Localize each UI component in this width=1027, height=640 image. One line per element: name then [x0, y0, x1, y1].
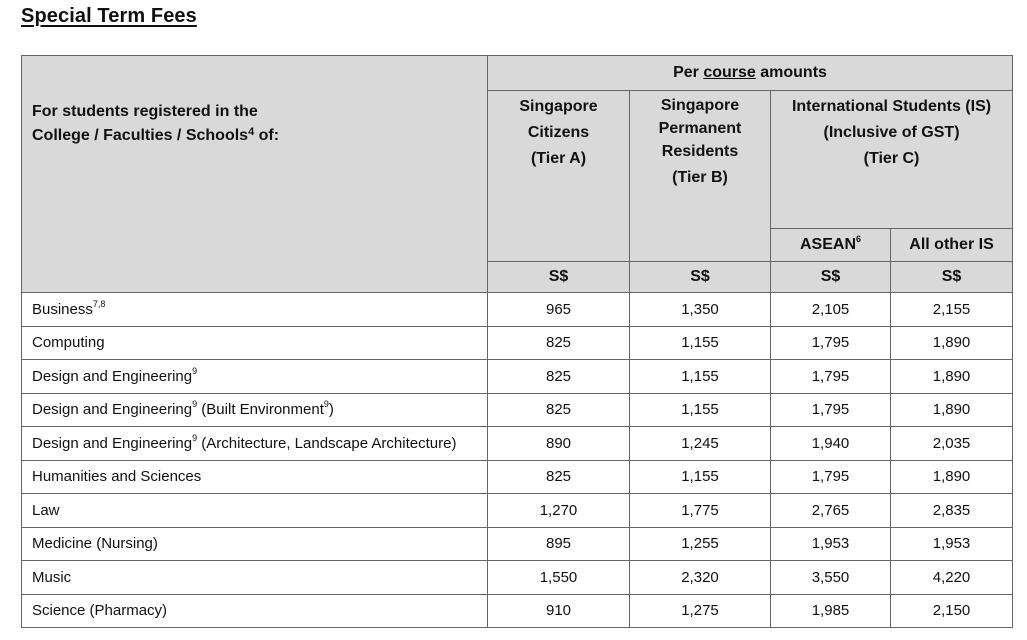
asean-fee: 1,795: [771, 326, 891, 360]
asean-fee: 1,795: [771, 360, 891, 394]
asean-fee: 2,765: [771, 494, 891, 528]
currency-label: S$: [771, 262, 891, 293]
tier-a-fee: 895: [488, 527, 630, 561]
currency-label: S$: [488, 262, 630, 293]
tier-b-fee: 1,275: [630, 594, 771, 628]
tier-a-fee: 825: [488, 393, 630, 427]
tier-b-fee: 1,155: [630, 360, 771, 394]
other-is-fee: 1,890: [891, 393, 1013, 427]
other-is-fee: 2,155: [891, 293, 1013, 327]
faculty-header-line1: For students registered in the: [32, 103, 258, 120]
tier-b-fee: 1,155: [630, 326, 771, 360]
currency-label: S$: [630, 262, 771, 293]
other-is-fee: 4,220: [891, 561, 1013, 595]
other-is-fee: 2,035: [891, 427, 1013, 461]
asean-fee: 1,940: [771, 427, 891, 461]
table-row: [22, 460, 1013, 494]
tier-b-fee: 1,155: [630, 393, 771, 427]
table-row: [22, 360, 1013, 394]
faculty-name: Design and Engineering$^9$: [22, 360, 488, 394]
faculty-header-line2: College / Faculties / Schools$^4$ of:: [32, 126, 280, 144]
tier-a-fee: 965: [488, 293, 630, 327]
other-is-fee: 1,890: [891, 360, 1013, 394]
faculty-name: Science (Pharmacy): [22, 594, 488, 628]
tier-a-fee: 825: [488, 326, 630, 360]
table-row: [22, 326, 1013, 360]
faculty-name: Law: [22, 494, 488, 528]
faculty-name: Business$^{7,8}$: [22, 293, 488, 327]
tier-b-fee: 1,245: [630, 427, 771, 461]
faculty-name: Computing: [22, 326, 488, 360]
table-row: [22, 527, 1013, 561]
asean-fee: 1,953: [771, 527, 891, 561]
table-row: [22, 594, 1013, 628]
currency-label: S$: [891, 262, 1013, 293]
page-title: Special Term Fees: [21, 5, 197, 27]
other-is-fee: 1,890: [891, 460, 1013, 494]
per-course-header: Per course amounts: [488, 56, 1013, 91]
table-row: [22, 293, 1013, 327]
faculty-name: Humanities and Sciences: [22, 460, 488, 494]
tier-a-fee: 1,270: [488, 494, 630, 528]
asean-fee: 2,105: [771, 293, 891, 327]
faculty-name: Music: [22, 561, 488, 595]
tier-c-header: International Students (IS) (Inclusive of GST) (Tier C): [771, 91, 1013, 229]
all-other-is-header: All other IS: [891, 229, 1013, 262]
asean-fee: 3,550: [771, 561, 891, 595]
tier-a-header: Singapore Citizens (Tier A): [488, 91, 630, 262]
asean-header: ASEAN$^6$: [771, 229, 891, 262]
tier-a-fee: 890: [488, 427, 630, 461]
tier-a-fee: 1,550: [488, 561, 630, 595]
asean-fee: 1,795: [771, 460, 891, 494]
tier-a-fee: 825: [488, 460, 630, 494]
asean-fee: 1,795: [771, 393, 891, 427]
faculty-column-header: [22, 56, 488, 293]
tier-b-fee: 1,255: [630, 527, 771, 561]
other-is-fee: 2,150: [891, 594, 1013, 628]
tier-a-fee: 910: [488, 594, 630, 628]
other-is-fee: 1,953: [891, 527, 1013, 561]
other-is-fee: 2,835: [891, 494, 1013, 528]
tier-b-fee: 2,320: [630, 561, 771, 595]
tier-b-fee: 1,775: [630, 494, 771, 528]
faculty-name: Design and Engineering$^9$ (Built Environment$^9$): [22, 393, 488, 427]
table-row: [22, 494, 1013, 528]
faculty-name: Design and Engineering$^9$ (Architecture, Landscape Architecture): [22, 427, 488, 461]
tier-b-fee: 1,155: [630, 460, 771, 494]
table-row: [22, 427, 1013, 461]
faculty-name: Medicine (Nursing): [22, 527, 488, 561]
fees-table: [21, 55, 1013, 628]
tier-b-fee: 1,350: [630, 293, 771, 327]
table-row: [22, 561, 1013, 595]
table-row: [22, 393, 1013, 427]
asean-fee: 1,985: [771, 594, 891, 628]
tier-b-header: Singapore Permanent Residents (Tier B): [630, 91, 771, 262]
tier-a-fee: 825: [488, 360, 630, 394]
other-is-fee: 1,890: [891, 326, 1013, 360]
